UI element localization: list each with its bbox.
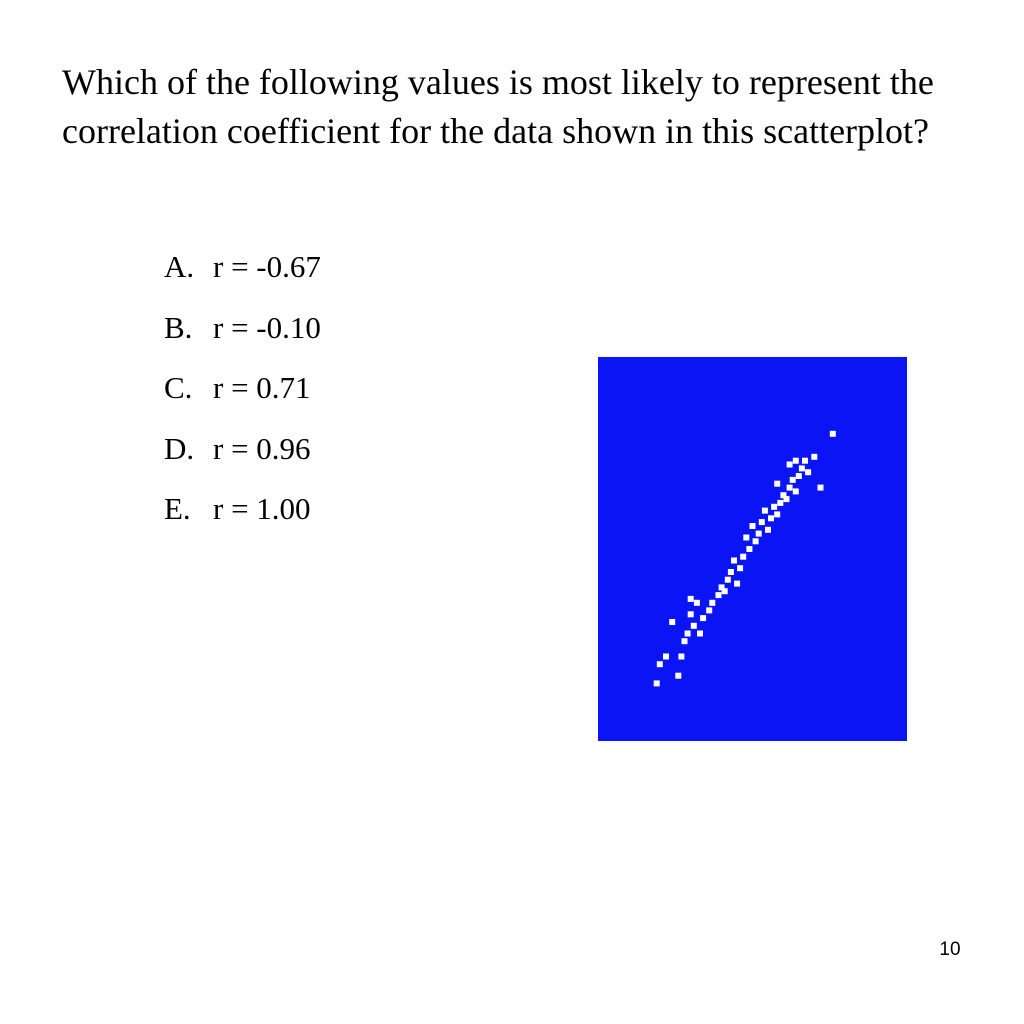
- scatter-point: [657, 661, 663, 667]
- scatter-point: [750, 523, 756, 529]
- scatterplot-canvas: [598, 357, 907, 741]
- choice-text: r = 0.96: [213, 430, 311, 466]
- scatter-point: [682, 638, 688, 644]
- question-text: Which of the following values is most likely to represent the correlation coefficient for the data shown in this scatterplot?: [62, 62, 934, 151]
- scatter-point: [774, 511, 780, 517]
- scatter-point: [768, 515, 774, 521]
- scatter-point: [787, 485, 793, 491]
- choice-letter: E.: [164, 491, 191, 526]
- scatter-point: [774, 481, 780, 487]
- scatter-point: [771, 504, 777, 510]
- scatter-point: [725, 577, 731, 583]
- choice-letter: B.: [164, 309, 193, 345]
- scatter-point: [691, 623, 697, 629]
- scatter-point: [694, 600, 700, 606]
- scatter-point: [753, 538, 759, 544]
- scatter-point: [728, 569, 734, 575]
- scatter-point: [796, 473, 802, 479]
- scatter-point: [734, 581, 740, 587]
- scatter-point: [678, 654, 684, 660]
- scatter-point: [675, 673, 681, 679]
- choice-a[interactable]: [164, 245, 321, 306]
- choice-text: r = -0.10: [213, 309, 321, 345]
- scatter-point: [777, 500, 783, 506]
- scatter-point: [706, 607, 712, 613]
- scatter-point: [709, 600, 715, 606]
- scatter-point: [654, 680, 660, 686]
- scatter-point: [759, 519, 765, 525]
- choice-e[interactable]: [164, 487, 321, 548]
- scatter-point: [697, 631, 703, 637]
- scatter-point: [737, 565, 743, 571]
- choice-d[interactable]: [164, 427, 321, 488]
- choice-c[interactable]: [164, 366, 321, 427]
- scatter-point: [700, 615, 706, 621]
- scatter-point: [787, 462, 793, 468]
- scatter-point: [746, 546, 752, 552]
- scatter-point: [762, 508, 768, 514]
- scatter-point: [765, 527, 771, 533]
- scatter-point: [663, 654, 669, 660]
- scatter-point: [740, 554, 746, 560]
- scatter-point: [688, 596, 694, 602]
- choice-text: r = -0.67: [213, 249, 321, 284]
- scatter-point: [805, 469, 811, 475]
- choice-letter: A.: [164, 249, 195, 284]
- scatter-point: [784, 496, 790, 502]
- scatter-point: [790, 477, 796, 483]
- scatter-point: [688, 611, 694, 617]
- page-number: 10: [939, 939, 961, 960]
- scatter-point: [818, 485, 824, 491]
- choice-letter: D.: [164, 430, 195, 466]
- scatter-point: [799, 465, 805, 471]
- scatter-point: [793, 458, 799, 464]
- answer-choices: [164, 245, 321, 548]
- scatter-point: [716, 592, 722, 598]
- scatter-point: [811, 454, 817, 460]
- choice-b[interactable]: [164, 306, 321, 367]
- scatter-point: [743, 535, 749, 541]
- scatter-point: [756, 531, 762, 537]
- choice-text: r = 0.71: [213, 370, 311, 405]
- scatter-point: [802, 458, 808, 464]
- scatter-point: [685, 631, 691, 637]
- scatter-point: [722, 588, 728, 594]
- choice-letter: C.: [164, 370, 193, 405]
- scatterplot: [598, 357, 907, 741]
- scatter-point: [669, 619, 675, 625]
- scatter-point: [793, 488, 799, 494]
- scatter-point: [830, 431, 836, 437]
- scatter-point: [731, 558, 737, 564]
- choice-text: r = 1.00: [213, 491, 311, 526]
